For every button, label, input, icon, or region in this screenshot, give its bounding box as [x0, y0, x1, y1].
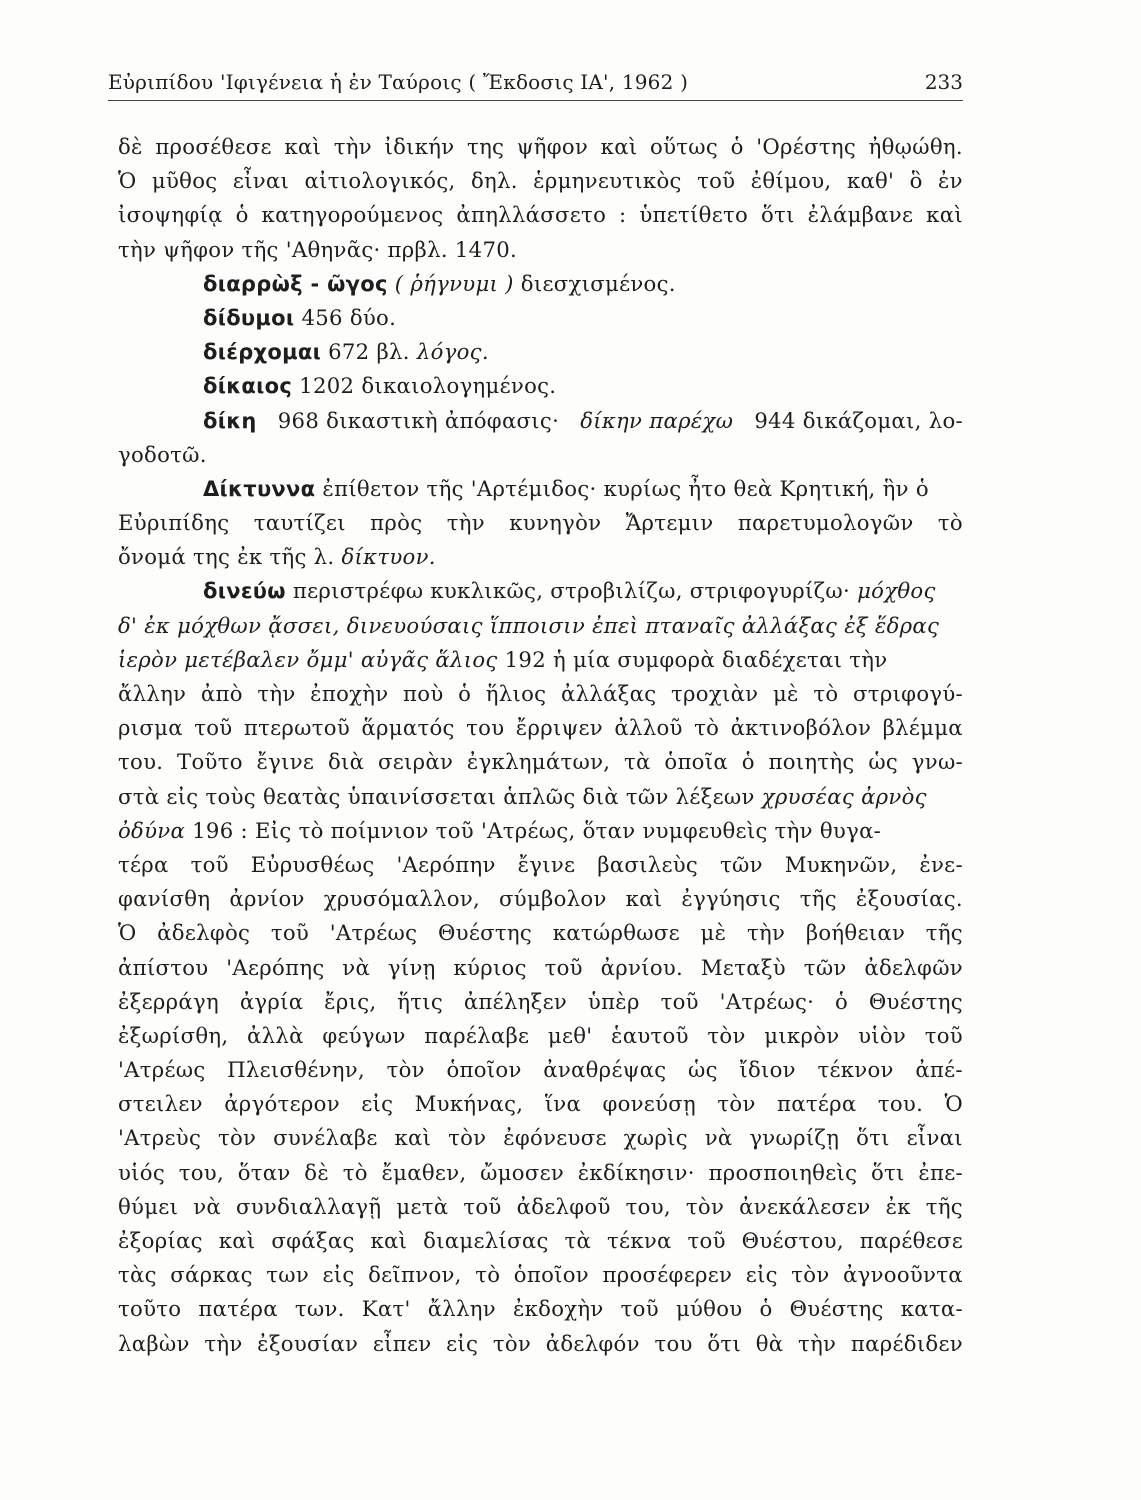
word: διὰ — [327, 749, 365, 775]
word: γνω- — [911, 749, 963, 775]
word: κύριος — [453, 954, 527, 980]
running-title: Εὐριπίδου 'Ιφιγένεια ἡ ἐν Ταύροις ( Ἔκδοσις ΙΑ', 1962 ) — [108, 70, 689, 94]
word: ἄλλην — [427, 1296, 496, 1322]
word: του, — [178, 1159, 225, 1185]
text-line — [118, 916, 963, 950]
word: ὁποῖον — [513, 1262, 589, 1288]
word: ἀρνίον — [229, 886, 305, 912]
word: τοῦ — [697, 168, 736, 194]
word: Μεταξὺ — [700, 954, 786, 980]
word: τὸ — [475, 1262, 501, 1288]
word: ὅταν — [237, 1159, 291, 1185]
word: δεῖπνον, — [368, 1262, 462, 1288]
word: ἀδελφοῦ — [516, 1193, 611, 1219]
word: της — [467, 134, 505, 159]
word: τὴν — [257, 681, 296, 706]
word: χωρὶς — [623, 1125, 688, 1151]
word: νὰ — [342, 954, 371, 980]
word: καὶ — [218, 1228, 256, 1253]
word: φεύγων — [322, 1022, 406, 1048]
body-text — [118, 130, 963, 1361]
text-line — [118, 1292, 963, 1326]
word: παρέδιδεν — [850, 1330, 963, 1356]
word: παρέλαβε — [424, 1022, 530, 1048]
word: ὁ — [759, 1296, 773, 1322]
text-line — [118, 1224, 963, 1258]
text-line — [118, 506, 963, 540]
word: ὡς — [868, 749, 899, 775]
word: σφάξας — [271, 1228, 355, 1253]
word: καὶ — [926, 202, 963, 228]
word: υἱὸν — [858, 1022, 907, 1048]
word: τὴν — [333, 134, 372, 159]
entry-definition: 1202 δικαιολογημένος. — [299, 373, 557, 399]
text-line — [118, 780, 963, 814]
word: ὅτι — [761, 202, 795, 228]
entry-headword: δίκαιος — [203, 374, 293, 399]
word: Εὐριπίδης — [118, 510, 230, 536]
word: ἀπὸ — [200, 681, 243, 706]
word: τὸν — [707, 1022, 746, 1048]
word: ἐλάμβανε — [807, 202, 914, 228]
word: καὶ — [370, 1228, 408, 1253]
entry-reference: ( ῥήγνυμι ) — [394, 270, 514, 296]
word: ἀλλοῦ — [614, 715, 683, 741]
word: ἀδελφόν — [545, 1330, 640, 1356]
entry-definition: 968 δικαστικὴ ἀπόφασις· — [277, 407, 560, 433]
word: ρισμα — [118, 715, 183, 741]
word: του — [654, 1330, 693, 1356]
word: ἀκτινοβόλον — [730, 715, 872, 741]
word: ἀνεκάλεσεν — [739, 1193, 871, 1219]
word: ἀγνοοῦντα — [843, 1262, 963, 1288]
word: ἐγγύησις — [681, 886, 781, 912]
word: ἀλλάξας — [560, 681, 657, 706]
word: 'Αερόπην — [396, 851, 496, 877]
word: ἰδικήν — [384, 134, 455, 159]
word: τοῦ — [924, 1022, 963, 1048]
word: Τοῦτο — [177, 749, 243, 775]
word: αἰτιολογικός, — [304, 168, 456, 194]
word: Μυκηνῶν, — [784, 851, 898, 877]
word: παρετυμολογῶν — [737, 510, 914, 536]
text-line — [118, 643, 963, 677]
word: τέκνον — [817, 1057, 894, 1083]
word: μετὰ — [396, 1193, 449, 1219]
word: εἶπεν — [372, 1330, 432, 1356]
word: τοῦ — [660, 988, 699, 1014]
word: χρυσόμαλλον, — [323, 886, 481, 912]
word: ἐξερράγη — [118, 988, 219, 1014]
entry-definition: ἐπίθετον τῆς 'Αρτέμιδος· κυρίως ἦτο θεὰ Κρητική, ἣν ὁ — [322, 475, 929, 501]
word: ἴδιον — [739, 1057, 796, 1083]
text-line — [118, 951, 963, 985]
word: Θυέστου, — [741, 1228, 844, 1253]
entry-headword: δίκη — [203, 408, 257, 433]
entry-definition: διεσχισμένος. — [520, 270, 676, 296]
word: ἐξορίας — [118, 1228, 203, 1253]
word: τὴν — [746, 920, 786, 946]
word: ἥλιος — [485, 681, 547, 706]
word: εἶναι — [232, 168, 290, 194]
entry-quote: δ' ἐκ μόχθων ᾄσσει, δινευούσαις ἵπποισιν ἐπεὶ πταναῖς ἀλλάξας ἐξ ἕδρας — [118, 612, 940, 638]
word: κατα- — [900, 1296, 963, 1322]
word: ἀδελφῶν — [864, 954, 963, 980]
word: ὅτι — [707, 1330, 742, 1356]
word: οὕτως — [650, 134, 719, 159]
word: ἐποχὴν — [310, 681, 389, 706]
word: ἐπε- — [918, 1159, 963, 1185]
word: Μυκήνας, — [414, 1091, 524, 1117]
text-line — [118, 1053, 963, 1087]
text-line — [118, 711, 963, 745]
word: ἐκδοχὴν — [512, 1296, 604, 1322]
word: ἐν — [938, 168, 963, 194]
word: Θυέστης — [789, 1296, 884, 1322]
word: των. — [294, 1296, 345, 1322]
line-text: τὴν ψῆφον τῆς 'Αθηνᾶς· πρβλ. 1470. — [118, 236, 518, 262]
word: τὸ — [342, 1159, 368, 1185]
word: βασιλεὺς — [597, 851, 699, 877]
line-text: γοδοτῶ. — [118, 441, 207, 467]
word: ἀδελφὸς — [157, 920, 251, 946]
word: ἀγρία — [239, 988, 304, 1014]
text-line — [118, 1327, 963, 1361]
page-header — [108, 64, 963, 101]
word: κατώρθωσε — [552, 920, 680, 946]
word: ἀργότερον — [224, 1091, 340, 1117]
word: ποὺ — [403, 681, 444, 706]
word: προσποιηθεὶς — [708, 1159, 858, 1185]
text-line — [118, 1258, 963, 1292]
word: ἐκδίκησιν· — [577, 1159, 695, 1185]
word: 'Ατρέως· — [719, 988, 815, 1014]
line-text: ὄνομά της ἐκ τῆς λ. — [118, 544, 335, 570]
word: ὁ — [741, 749, 755, 775]
text-line — [118, 1156, 963, 1190]
word: κατηγορούμενος — [261, 202, 444, 228]
word: ὑπετίθετο — [639, 202, 749, 228]
glossary-entry — [118, 404, 963, 438]
word: ἔρις, — [324, 988, 377, 1014]
word: δὲ — [304, 1159, 330, 1185]
word: ὅτι — [856, 1125, 890, 1151]
word: Θυέστης — [437, 920, 533, 946]
word: 'Ατρεὺς — [118, 1125, 202, 1151]
word: τῆς — [925, 1193, 963, 1219]
word: του. — [118, 749, 164, 775]
word: ἐνε- — [919, 851, 963, 877]
word: τοῦ — [194, 715, 233, 741]
word: του — [466, 715, 505, 741]
word: σύμβολον — [499, 886, 607, 912]
glossary-entry — [118, 574, 963, 608]
word: ἔρριψεν — [515, 715, 603, 741]
word: μικρὸν — [764, 1022, 840, 1048]
word: ὁ — [835, 988, 849, 1014]
word: διαμελίσας — [423, 1228, 549, 1253]
entry-definition: περιστρέφω κυκλικῶς, στροβιλίζω, στριφογυρίζω· — [292, 578, 851, 604]
word: Κατ' — [361, 1296, 411, 1322]
entry-quote: χρυσέας ἀρνὸς — [761, 783, 927, 809]
entry-headword: Δίκτυννα — [203, 476, 316, 501]
word: προσέφερεν — [602, 1262, 733, 1288]
word: μύθου — [675, 1296, 743, 1322]
line-text: 192 ἡ μία συμφορὰ διαδέχεται τὴν — [504, 646, 888, 672]
text-line — [118, 677, 963, 711]
word: συνδιαλλαγῇ — [235, 1193, 382, 1219]
word: τὸν — [386, 1057, 425, 1083]
word: μεθ' — [547, 1022, 593, 1048]
word: παρέθεσε — [859, 1228, 963, 1253]
text-line — [118, 438, 963, 472]
word: τοῦ — [544, 954, 583, 980]
word: Ὁ — [118, 920, 137, 946]
text-line — [118, 540, 963, 574]
word: ἵνα — [544, 1091, 582, 1117]
word: Ὁ — [118, 168, 137, 194]
word: ἑρμηνευτικὸς — [533, 168, 682, 194]
word: τοῦ — [190, 851, 229, 877]
word: 'Αερόπης — [226, 954, 325, 980]
glossary-entry — [118, 369, 963, 403]
word: τοῦ — [687, 1228, 726, 1253]
word: νὰ — [704, 1125, 733, 1151]
word: 'Ατρέως — [118, 1057, 206, 1083]
word: ὁποῖον — [446, 1057, 522, 1083]
word: τὴν — [798, 1330, 837, 1356]
word: γνωρίζῃ — [749, 1125, 840, 1151]
word: σάρκας — [170, 1262, 253, 1288]
word: δὲ — [118, 134, 143, 159]
entry-definition: 944 δικάζομαι, λο- — [754, 407, 963, 433]
word: 'Ορέστης — [756, 134, 857, 159]
line-text: στὰ εἰς τοὺς θεατὰς ὑπαινίσσεται ἁπλῶς διὰ τῶν λέξεων — [118, 783, 755, 809]
word: καὶ — [625, 886, 663, 912]
word: τὸ — [694, 715, 720, 741]
word: ψῆφον — [516, 134, 589, 159]
entry-quote: μόχθος — [857, 578, 936, 604]
word: του. — [877, 1091, 924, 1117]
word: τὸ — [937, 510, 963, 536]
text-line — [118, 1190, 963, 1224]
word: φανίσθη — [118, 886, 211, 912]
word: ὅτι — [870, 1159, 905, 1185]
word: λαβὼν — [118, 1330, 190, 1356]
word: ἐξουσίαν — [257, 1330, 359, 1356]
word: ὃ — [909, 168, 923, 194]
word: νὰ — [193, 1193, 221, 1219]
word: καὶ — [394, 1125, 432, 1151]
word: Πλεισθένην, — [227, 1057, 365, 1083]
text-line — [118, 882, 963, 916]
word: προσέθεσε — [155, 134, 272, 159]
word: ὁ — [458, 681, 472, 706]
word: ἄλλην — [118, 681, 187, 706]
word: ἅρματός — [361, 715, 455, 741]
word: τοῦτο — [118, 1296, 182, 1322]
word: ἥτις — [397, 988, 444, 1014]
word: υἱός — [118, 1159, 166, 1185]
entry-reference: δίκτυον. — [341, 544, 436, 570]
word: τοῦ — [463, 1193, 502, 1219]
word: τέρα — [118, 851, 169, 877]
word: ἀπέ- — [915, 1057, 963, 1083]
text-line — [118, 164, 963, 198]
glossary-entry — [118, 267, 963, 301]
word: τὸ — [813, 681, 839, 706]
line-text: 196 : Εἰς τὸ ποίμνιον τοῦ 'Ατρέως, ὅταν νυμφευθεὶς τὴν θυγα- — [192, 817, 882, 843]
word: ἀπέληξεν — [463, 988, 568, 1014]
text-line — [118, 1121, 963, 1155]
word: ὤμοσεν — [480, 1159, 565, 1185]
word: καὶ — [284, 134, 322, 159]
word: τροχιὰν — [671, 681, 759, 706]
word: εἰς — [361, 1091, 394, 1117]
word: εἰς — [446, 1330, 479, 1356]
entry-definition: 456 δύο. — [301, 304, 397, 330]
word: θύμει — [118, 1193, 179, 1219]
word: γίνῃ — [387, 954, 436, 980]
word: εἰς — [322, 1262, 355, 1288]
word: ἰσοψηφίᾳ — [118, 202, 223, 228]
entry-headword: δίδυμοι — [203, 305, 295, 330]
glossary-entry — [118, 301, 963, 335]
word: ἔγινε — [256, 749, 315, 775]
word: ταυτίζει — [253, 510, 346, 536]
word: ἀναθρέψας — [543, 1057, 667, 1083]
word: τοῦ — [270, 920, 310, 946]
word: μῦθος — [151, 168, 218, 194]
word: εἰς — [745, 1262, 778, 1288]
word: Ὁ — [944, 1091, 963, 1117]
word: ὡς — [688, 1057, 718, 1083]
word: ὑπὲρ — [587, 988, 640, 1014]
entry-reference: δίκην παρέχω — [580, 407, 734, 433]
word: συνέλαβε — [273, 1125, 378, 1151]
word: τὰ — [624, 749, 651, 775]
word: βλέμμα — [882, 715, 963, 741]
word: τὸν — [448, 1125, 487, 1151]
word: των — [266, 1262, 310, 1288]
word: ἐγκλημάτων, — [466, 749, 611, 775]
word: ὁ — [235, 202, 249, 228]
glossary-entry — [118, 335, 963, 369]
entry-headword: διέρχομαι — [203, 340, 322, 365]
word: κυνηγὸν — [509, 510, 602, 536]
text-line — [118, 130, 963, 164]
word: τῶν — [720, 851, 763, 877]
word: ἑαυτοῦ — [611, 1022, 689, 1048]
word: τὸν — [217, 1125, 257, 1151]
word: πατέρα — [198, 1296, 278, 1322]
text-line — [118, 814, 963, 848]
word: στειλεν — [118, 1091, 203, 1117]
text-line — [118, 1087, 963, 1121]
word: τῶν — [803, 954, 847, 980]
word: πατέρα — [776, 1091, 857, 1117]
text-line — [118, 1019, 963, 1053]
word: ἐφόνευσε — [503, 1125, 607, 1151]
glossary-entry — [118, 472, 963, 506]
word: καθ' — [846, 168, 895, 194]
word: εἶναι — [906, 1125, 963, 1151]
word: του, — [625, 1193, 671, 1219]
word: βοήθειαν — [805, 920, 906, 946]
word: ὁ — [730, 134, 744, 159]
word: θὰ — [755, 1330, 784, 1356]
word: φονεύσῃ — [602, 1091, 697, 1117]
word: τὴν — [204, 1330, 243, 1356]
entry-reference: λόγος. — [416, 339, 489, 365]
word: ἀλλὰ — [247, 1022, 304, 1048]
word: πτερωτοῦ — [243, 715, 351, 741]
entry-headword: διαρρὼξ - ῶγος — [203, 271, 388, 296]
text-line — [118, 233, 963, 267]
page-number: 233 — [924, 70, 963, 94]
word: τὸν — [685, 1193, 725, 1219]
entry-quote: ἱερὸν μετέβαλεν ὄμμ' αὐγᾶς ἅλιος — [118, 646, 498, 672]
word: τῆς — [925, 920, 963, 946]
word: Ἄρτεμιν — [625, 510, 714, 536]
quote-line — [118, 609, 963, 643]
word: ἠθῳώθη. — [868, 134, 963, 159]
word: τοῦ — [620, 1296, 659, 1322]
word: Θυέστης — [868, 988, 963, 1014]
word: ἔγινε — [517, 851, 576, 877]
word: ἔμαθεν, — [381, 1159, 467, 1185]
word: καὶ — [600, 134, 638, 159]
word: ἐκ — [885, 1193, 911, 1219]
word: ἀρνίου. — [600, 954, 684, 980]
word: τὴν — [446, 510, 485, 536]
word: ὁποῖα — [664, 749, 728, 775]
entry-definition: 672 βλ. — [328, 339, 410, 365]
word: πρὸς — [370, 510, 423, 536]
word: ἐθίμου, — [750, 168, 832, 194]
text-line — [118, 198, 963, 232]
word: 'Ατρέως — [329, 920, 418, 946]
word: ἀπηλλάσσετο — [456, 202, 607, 228]
word: τὰ — [564, 1228, 592, 1253]
word: ἐξουσίας. — [855, 886, 963, 912]
word: τὰς — [118, 1262, 157, 1288]
word: ἀπίστου — [118, 954, 209, 980]
entry-quote: ὀδύνα — [118, 817, 186, 843]
word: στριφογύ- — [853, 681, 963, 706]
word: σειρὰν — [377, 749, 454, 775]
word: τῆς — [799, 886, 837, 912]
text-line — [118, 745, 963, 779]
word: τὸν — [492, 1330, 532, 1356]
word: τὸν — [717, 1091, 756, 1117]
word: τὸν — [791, 1262, 830, 1288]
word: Εὐρυσθέως — [250, 851, 375, 877]
entry-headword: δινεύω — [203, 579, 286, 604]
word: μὲ — [772, 681, 799, 706]
word: : — [619, 202, 627, 228]
text-line — [118, 848, 963, 882]
word: ἐξωρίσθη, — [118, 1022, 229, 1048]
word: τέκνα — [607, 1228, 672, 1253]
word: ποιητὴς — [768, 749, 855, 775]
word: δηλ. — [470, 168, 518, 194]
text-line — [118, 985, 963, 1019]
word: μὲ — [700, 920, 727, 946]
